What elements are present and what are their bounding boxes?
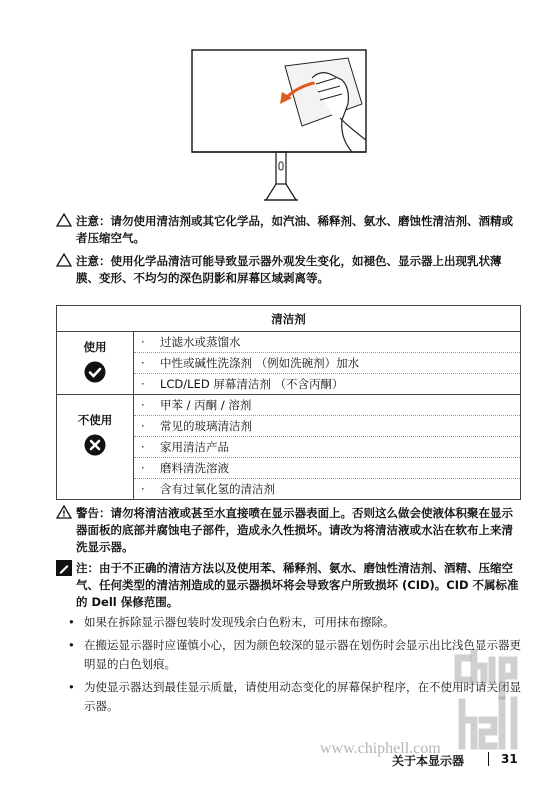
use-items-cell [134, 332, 521, 395]
warning-triangle-icon [56, 505, 76, 556]
list-item: · 甲苯 / 丙酮 / 溶剂 [134, 395, 520, 416]
footer-section-title: 关于本显示器 [392, 754, 465, 768]
nouse-cell [57, 395, 134, 500]
list-item: · 家用清洁产品 [134, 437, 520, 458]
caution-triangle-icon [56, 213, 76, 247]
caution-text: 注意：使用化学品清洁可能导致显示器外观发生变化，如褪色、显示器上出现乳状薄膜、变形、不均匀的深色阴影和屏幕区域剥离等。 [76, 254, 502, 285]
chiphell-watermark-logo [452, 650, 524, 760]
page-number: 31 [501, 752, 518, 766]
use-cell [57, 332, 134, 395]
list-item: · 常见的玻璃清洁剂 [134, 416, 520, 437]
caution-triangle-icon [56, 253, 76, 287]
warning-text: 警告：请勿将清洁液或甚至水直接喷在显示器表面上。否则这么做会使液体积聚在显示器面板的底部并腐蚀电子部件，造成永久性损坏。请改为将清洁液或水沾在软布上来清洗显示器。 [76, 506, 513, 554]
warning-block [56, 505, 524, 556]
nouse-list [134, 395, 520, 499]
caution-1 [56, 213, 524, 247]
footer-divider [488, 752, 489, 766]
use-list [134, 332, 520, 394]
note-text: 注：由于不正确的清洁方法以及使用苯、稀释剂、氨水、磨蚀性清洁剂、酒精、压缩空气、任何类型的清洁剂造成的显示器损坏将会导致客户所致损坏 (CID)。CID 不属标准的 Dell 保修范围。 [76, 561, 519, 609]
table-row [57, 395, 521, 500]
svg-text:!: ! [62, 509, 66, 519]
list-item: • 在搬运显示器时应谨慎小心，因为颜色较深的显示器在划伤时会显示出比浅色显示器更明显的白色划痕。 [68, 636, 523, 674]
note-block [56, 560, 524, 611]
list-item: · 过滤水或蒸馏水 [134, 332, 520, 353]
nouse-items-cell [134, 395, 521, 500]
list-item: · 中性或碱性洗涤剂 （例如洗碗剂）加水 [134, 353, 520, 374]
table-row [57, 332, 521, 395]
watermark-url: www.chiphell.com [320, 740, 441, 757]
caution-text: 注意：请勿使用清洁剂或其它化学品，如汽油、稀释剂、氨水、磨蚀性清洁剂、酒精或者压缩空气。 [76, 214, 513, 245]
list-item: • 为使显示器达到最佳显示质量，请使用动态变化的屏幕保护程序，在不使用时请关闭显示器。 [68, 678, 523, 716]
use-label: 使用 [83, 340, 107, 354]
list-item: · 磨料清洗溶液 [134, 458, 520, 479]
cross-icon [57, 434, 133, 459]
cleaning-agents-table [56, 305, 521, 500]
note-pencil-icon [56, 560, 76, 611]
table-header: 清洁剂 [57, 306, 521, 332]
nouse-label: 不使用 [77, 413, 113, 427]
list-item: · 含有过氧化氢的清洁剂 [134, 479, 520, 499]
list-item: · LCD/LED 屏幕清洁剂 （不含丙酮） [134, 374, 520, 394]
monitor-cleaning-illustration [190, 48, 370, 210]
check-icon [57, 361, 133, 386]
caution-2 [56, 253, 524, 287]
list-item: • 如果在拆除显示器包装时发现残余白色粉末，可用抹布擦除。 [68, 613, 523, 632]
